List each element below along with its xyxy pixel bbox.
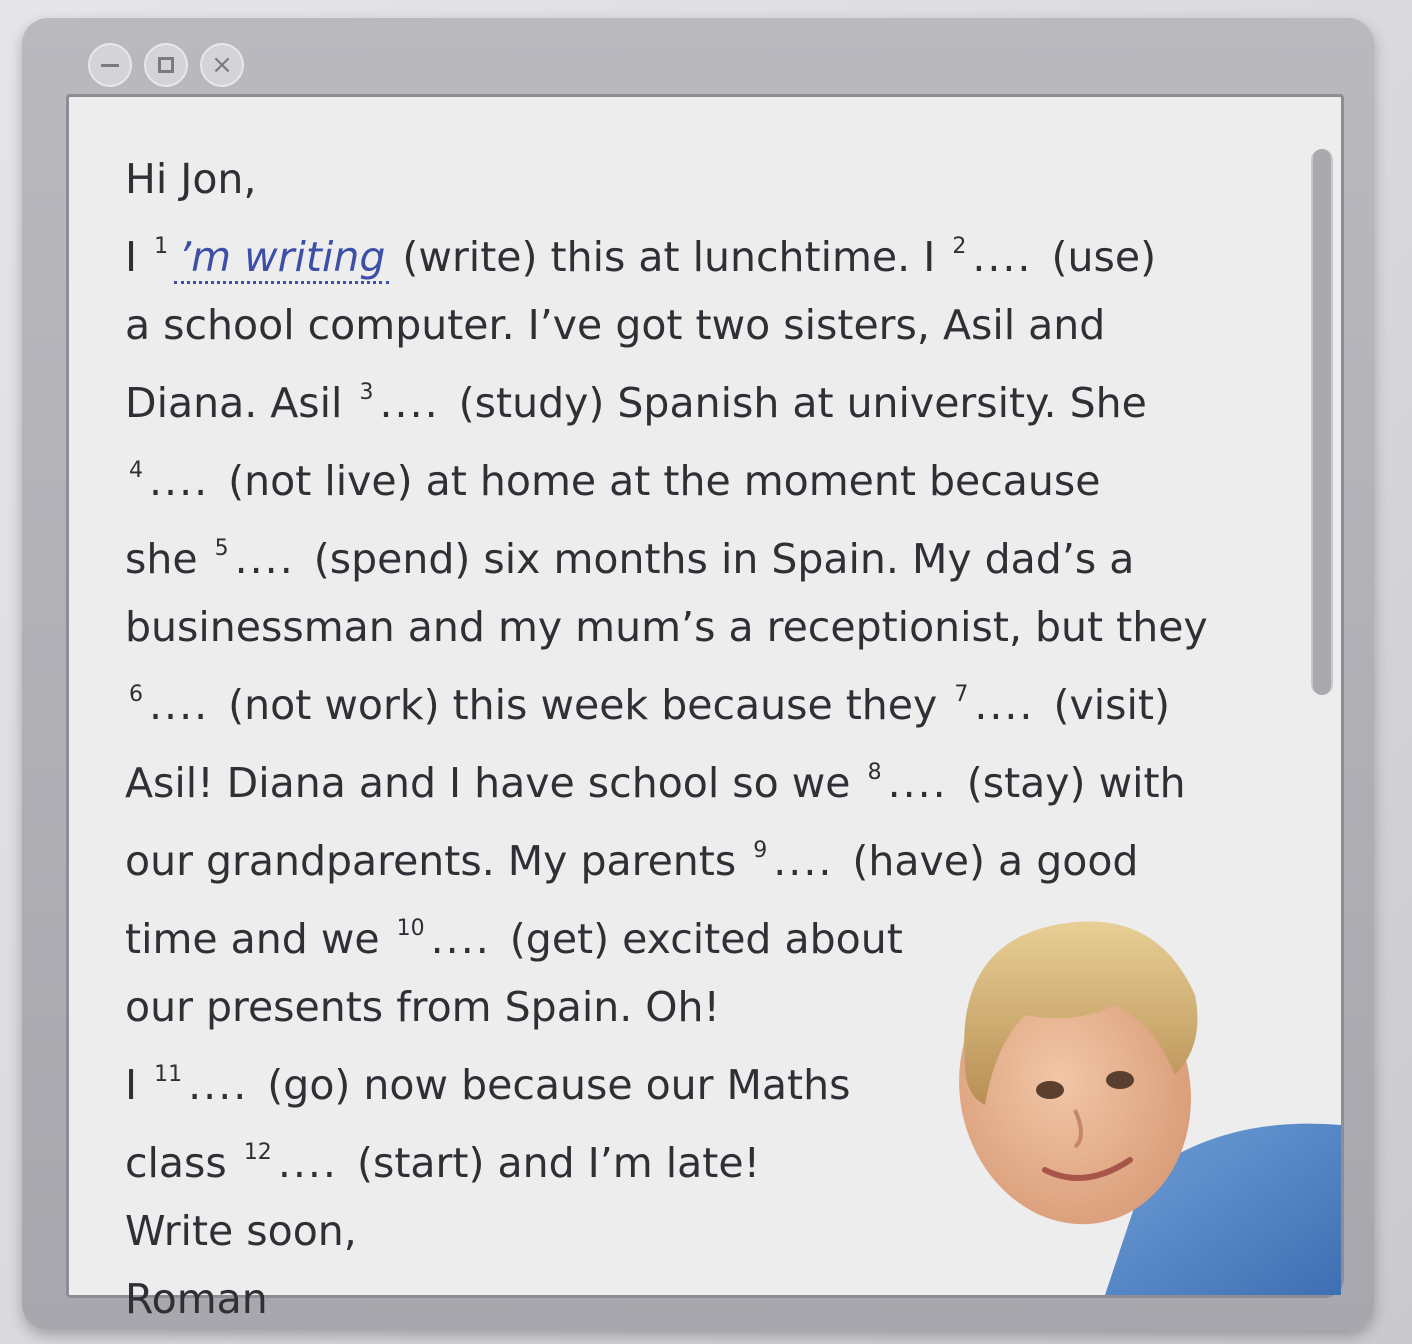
- gap-blank-12[interactable]: ....: [277, 1139, 338, 1187]
- letter-line-11: our presents from Spain. Oh!: [125, 983, 720, 1031]
- boy-photo: [925, 875, 1341, 1295]
- letter-line-13: class $^{12}$ .... (start) and I’m late!: [125, 1139, 761, 1187]
- letter-line-10: time and we $^{10}$ .... (get) excited about: [125, 915, 903, 963]
- letter-line-7: $^6$ .... (not work) this week because they $^7$ .... (visit): [129, 681, 1170, 729]
- scrollbar-thumb[interactable]: [1313, 149, 1331, 695]
- letter-line-8: Asil! Diana and I have school so we $^8$ .... (stay) with: [125, 759, 1186, 807]
- letter-line-4: $^4$ .... (not live) at home at the moment because: [129, 457, 1101, 505]
- gap-number-5: 5: [214, 536, 229, 561]
- closing: Write soon,: [125, 1207, 357, 1255]
- gap-number-7: 7: [954, 682, 969, 707]
- gap-blank-2[interactable]: ....: [972, 233, 1033, 281]
- gap-blank-3[interactable]: ....: [379, 379, 440, 427]
- gap-blank-10[interactable]: ....: [430, 915, 491, 963]
- gap-blank-7[interactable]: ....: [974, 681, 1035, 729]
- gap-blank-4[interactable]: ....: [149, 457, 210, 505]
- gap-number-10: 10: [396, 916, 425, 941]
- gap-number-11: 11: [154, 1062, 183, 1087]
- letter-line-6: businessman and my mum’s a receptionist, but they: [125, 603, 1208, 651]
- letter-line-5: she $^5$ .... (spend) six months in Spain. My dad’s a: [125, 535, 1135, 583]
- gap-blank-6[interactable]: ....: [149, 681, 210, 729]
- letter-line-1: I $^1$ ’m writing (write) this at lunchtime. I $^2$ .... (use): [125, 213, 1245, 291]
- maximize-icon[interactable]: [144, 43, 188, 87]
- letter-line-3: Diana. Asil $^3$ .... (study) Spanish at university. She: [125, 379, 1147, 427]
- example-answer: ’m writing: [174, 233, 389, 284]
- window-controls: [88, 40, 244, 90]
- gap-number-4: 4: [129, 458, 143, 483]
- gap-blank-9[interactable]: ....: [773, 837, 834, 885]
- gap-number-6: 6: [129, 682, 143, 707]
- message-body: [66, 94, 1344, 1323]
- gap-blank-5[interactable]: ....: [234, 535, 295, 583]
- greeting: Hi Jon,: [125, 155, 257, 203]
- gap-number-12: 12: [243, 1140, 272, 1165]
- letter-line-9: our grandparents. My parents $^9$ .... (have) a good: [125, 837, 1139, 885]
- letter-line-12: I $^{11}$ .... (go) now because our Maths: [125, 1061, 851, 1109]
- minimize-icon[interactable]: [88, 43, 132, 87]
- signature: Roman: [125, 1275, 268, 1323]
- gap-number-9: 9: [753, 838, 768, 863]
- gap-number-8: 8: [867, 760, 882, 785]
- letter-line-2: a school computer. I’ve got two sisters, Asil and: [125, 301, 1106, 349]
- email-window: [22, 18, 1374, 1330]
- gap-number-3: 3: [359, 380, 374, 405]
- gap-number-2: 2: [952, 234, 967, 259]
- gap-blank-11[interactable]: ....: [188, 1061, 249, 1109]
- close-icon[interactable]: ×: [200, 43, 244, 87]
- gap-number-1: 1: [154, 234, 169, 259]
- scrollbar[interactable]: [1311, 149, 1333, 695]
- gap-blank-8[interactable]: ....: [887, 759, 948, 807]
